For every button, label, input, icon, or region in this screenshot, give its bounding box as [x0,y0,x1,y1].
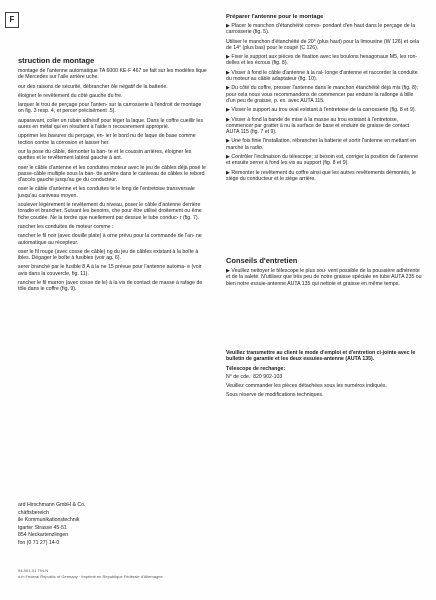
paragraph: upprimer les bavures du perçage, en- ier le bord nu de laque de base comme tection contre la corrosion et laisser her. [18,133,196,146]
paragraph: ▶ Remonter le revêtement du coffre ainsi que les autres revêtements démontés, le siège du conducteur et le siège arrière. [226,169,416,182]
address-line: fon (0 71 27) 14-0 [18,539,60,546]
paragraph: rancher le fil marron (avec cosse de le) à la vis de contact de masse à rafage de tôle dans le coffre (fig. 9). [18,280,203,293]
prepare-antenna-title: Préparer l'antenne pour le montage [226,14,324,20]
paragraph: éloigner le revêtement du côté gauche du fre. [18,92,123,99]
paragraph: oser le câble d'antenne et les conduites moteur avec le jeu de câbles déjà posé le passe-câble multiple sous la ban- tte arrière dans le caniveau de câbles le rebord d'accès gauche jusqu'au ge du conducteur. [18,164,206,184]
paragraph: rancher les conduites de moteur comme : [18,223,114,230]
spare-title: Télescope de rechange: [226,365,286,372]
maintenance-section [226,256,422,290]
maintenance-title: Conseils d'entretien [226,256,298,265]
paragraph: serer branché par le fusible 8 A à la ne 15 prévue pour l'antenne automa- e (voir avis dans la couvercle, fig. 11). [18,264,202,277]
manufacturer-address [18,502,218,547]
paragraph: Utiliser le manchon d'étanchéité de 20° (plus haut) pour la limousine (W 126) et cela de 14° (plus bas) pour le coupé (C 126). [226,38,420,51]
paragraph: ▶ Placer le manchon d'étanchéité corres- pondant d'en haut dans le perçage de la carrosserie (fig. 5). [226,23,416,36]
paragraph: our des raisons de sécurité, débrancher ôle négatif de la batterie. [18,83,168,90]
customer-section [226,350,422,402]
paragraph: soulever légèrement le revêtement du niveau, poser le câble d'antenne derrière toradio et brancher. Suivant les besoins, che pour être utilisé droitement ou ême fiche coudée. Ne la tordre que nuellement par dessue le tube conduc- r (fig. 7). [18,202,202,221]
document-code: 94-901-01 794-N [18,568,49,573]
paragraph: ▶ Visser à fond la bande de mise à la masse au trou existant à l'entretoise, commencer par gratter à nu la surface de base et enduire de graisse de contact AUTA 115 (fig. 7 et 9). [226,116,410,136]
installation-title: struction de montage [18,56,95,65]
paragraph: ▶ Contrôler l'inclinaison du télescope; si besoin est, corriger la position de l'antenne et ensuite serrer à fond les vis au support (fig. 8 et 9). [226,154,418,167]
right-column [226,14,422,185]
reserve-note: Sous réserve de modifications techniques. [226,392,324,399]
paragraph: ▶ Visser le support au trou oval existant à l'entretoise de la carrosserie (fig. 8 et 9). [226,107,416,114]
paragraph: rancher le fil noir (avec douille plate) à orne prévu pour la commande de l'an- ne automatique au récepteur. [18,233,202,246]
print-imprint: d in Federal Republic of Germany · Imprimé en République Fédérale d'Allemagne [18,573,163,579]
prepare-steps [226,23,422,182]
paragraph: montage de l'antenne automatique TA 6000 KE-F 467 se fait sur les modèles lique de Mercedes sur l'aile arrière uche. [18,68,207,81]
address-line: tgarter Strasse 45-51 [18,524,67,531]
address-line: ile Kommunikationstechnik [18,517,80,523]
footer [18,568,418,579]
paragraph: oser le câble d'antenne et les conduites te le long de l'entretoise transversale jusqu'au caniveau moyen. [18,186,195,199]
paragraph: ▶ Visser à fond le câble d'antenne à la ral- longe d'antenne et raccorder la conduite du moteur au câble adaptateur (fig. 10). [226,69,418,83]
guarantee-note: Veuillez transmettre au client le mode d'emploi et d'entretion ci-jointe avec le bulletin de garantie et les deux essuies-antenne (AUTA 135). [226,350,416,363]
paragraph: larquer le trou de perçage pour l'anten- sur la carrosserie à l'endroit de montage on fig. 3 resp. 4, et percer précisément .5). [18,102,202,115]
left-column [18,56,208,296]
paragraph: oser le fil rouge (avec cosse de câble) ng du jeu de câbles existant à la boîte à ibles. Dégager le boîte à fusibles (voir ag. 6). [18,248,199,262]
address-line: ard Hirschmann GmbH & Co. [18,502,86,508]
maintenance-text: ▶ Veuillez nettoyer le télescope le plus sou- vent possible de la poussière adhérente et de la saleté. N'utilisez que très peu de notre graisse spéciale en tube AUTA 235 ou bien notre essuie-antenne AUTA 135 qui nettoie et graisse en même temps. [226,268,422,287]
paragraph: ▶ Fixer le support aux pièces de fixation avec les boulons hexagonaux M5, les ron- delles et les écrous (fig. 8). [226,54,418,67]
installation-steps [18,68,208,293]
paragraph: ▶ Une fois finie l'installation, rébrancher la batterie et sortir l'antenne en mettant en marche la radio. [226,138,416,151]
address-line: chäftsbereich [18,509,49,516]
language-marker: F [5,12,19,28]
spare-number: N° de cde.: 820 902-103 [226,373,283,380]
address-line: 854 Neckartenzlingen [18,532,69,538]
order-note: Veuillez commander les pièces détachées sous les numéros indiqués. [226,383,387,390]
paragraph: auparavant, coller un ruban adhésif pour téger la laque. Dans le coffre cueillir les aures en métal qui en résultent à l'aide n recouvrement approprié. [18,117,204,131]
paragraph: ▶ Du côté du coffre, presser l'antenne dans le manchon étanchéité déjà mis (fig. 8); pour cela nous vous recommandons de commencer par enduire la rallonge à bille d'un peu de graisse, p. ex. avec AUTA 115. [226,85,419,104]
paragraph: our la pose du câble, démonter la ban- te et le coussin arrières, éloigner les quettes et le revêtement latéral gauche à ant. [18,148,192,162]
